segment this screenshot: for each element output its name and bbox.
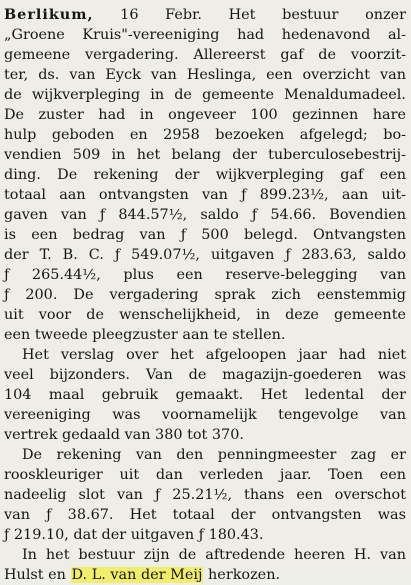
article-line: gemeene vergadering. Allereerst gaf de voorzit-: [4, 47, 406, 63]
article-line-text: 16 Febr. Het bestuur onzer: [93, 7, 406, 23]
article-line: totaal aan ontvangsten van ƒ 899.23½, aan uit-: [4, 187, 406, 203]
article-line: van ƒ 38.67. Het totaal der ontvangsten was: [4, 507, 406, 523]
article-line: „Groene Kruis"-vereeniging had hedenavond al-: [4, 27, 406, 43]
article-line: De rekening van den penningmeester zag er: [22, 447, 406, 463]
article-line: ter, ds. van Eyck van Heslinga, een overzicht van: [4, 67, 406, 83]
article-line: 104 maal gebruik gemaakt. Het ledental der: [4, 387, 406, 403]
article-line: [4, 565, 406, 585]
dateline-place: Berlikum,: [4, 6, 94, 23]
article-line: ƒ 265.44½, plus een reserve-belegging van: [4, 267, 406, 283]
article-line: de wijkverpleging in de gemeente Menaldumadeel.: [4, 87, 406, 103]
article-line-text: Hulst en: [4, 567, 71, 583]
article-line: hulp geboden en 2958 bezoeken afgelegd; bo-: [4, 127, 406, 143]
article-line: rooskleuriger uit dan verleden jaar. Toen een: [4, 467, 406, 483]
article-line: gaven van ƒ 844.57½, saldo ƒ 54.66. Bovendien: [4, 207, 406, 223]
article-line: ƒ 200. De vergadering sprak zich eenstemmig: [4, 287, 406, 303]
article-line: der T. B. C. ƒ 549.07½, uitgaven ƒ 283.63, saldo: [4, 247, 406, 263]
article-line: Het verslag over het afgeloopen jaar had niet: [22, 347, 406, 363]
highlighted-name: D. L. van der Meij: [71, 567, 203, 583]
article-line: vereeniging was voornamelijk tengevolge van: [4, 407, 406, 423]
article-line: ƒ 219.10, dat der uitgaven ƒ 180.43.: [4, 527, 264, 543]
article-line: [4, 5, 406, 25]
article-line: De zuster had in ongeveer 100 gezinnen hare: [4, 107, 406, 123]
article-line: vendien 509 in het belang der tuberculosebestrij-: [4, 147, 406, 163]
article-line: een tweede pleegzuster aan te stellen.: [4, 327, 286, 343]
article-line-tail: herkozen.: [203, 567, 281, 583]
article-line: uit voor de wenschelijkheid, in deze gemeente: [4, 307, 406, 323]
article-line: ding. De rekening der wijkverpleging gaf een: [4, 167, 406, 183]
article-line: veel bijzonders. Van de magazijn-goederen was: [4, 367, 406, 383]
article-line: is een bedrag van ƒ 500 belegd. Ontvangsten: [4, 227, 406, 243]
article-line: In het bestuur zijn de aftredende heeren H. van: [22, 547, 406, 563]
article-line: vertrek gedaald van 380 tot 370.: [4, 427, 244, 443]
article-line: nadeelig slot van ƒ 25.21½, thans een overschot: [4, 487, 406, 503]
